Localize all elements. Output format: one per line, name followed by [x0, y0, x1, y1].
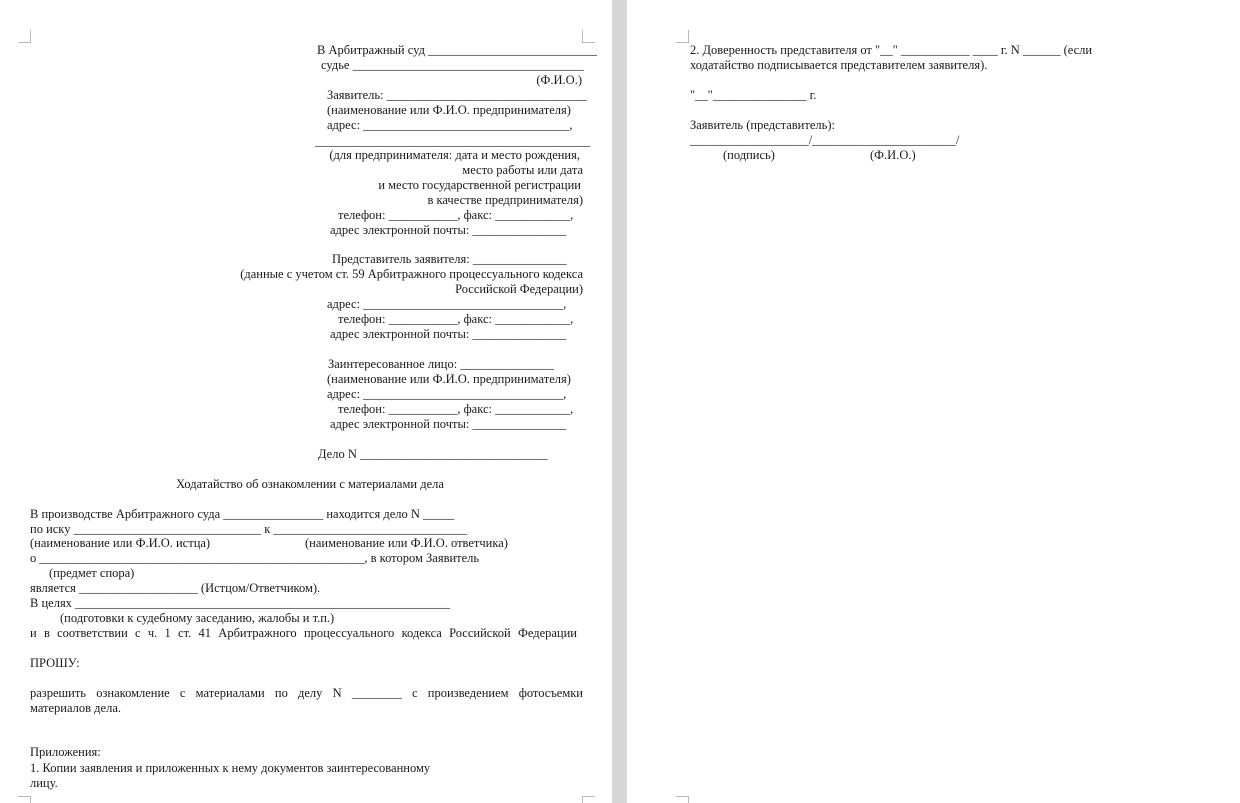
crop-mark-bottom-left: [18, 796, 31, 803]
representative-phone: телефон: ___________, факс: ____________,: [338, 312, 574, 326]
entrepreneur-hint-3: и место государственной регистрации: [378, 178, 581, 192]
applicant-line: Заявитель: ________________________________: [327, 88, 587, 102]
plaintiff-hint: (наименование или Ф.И.О. истца): [30, 536, 211, 550]
judge-line: судье _____________________________________: [321, 58, 584, 72]
applicant-blank: ____________________________________________: [315, 134, 590, 148]
representative-hint-2: Российской Федерации): [455, 282, 583, 296]
body-line-6: является ___________________ (Истцом/Ответчиком).: [30, 581, 321, 595]
document-page-1: [0, 0, 612, 803]
attachments-heading: Приложения:: [30, 745, 101, 759]
request-line-2: материалов дела.: [30, 701, 121, 715]
crop-mark-top-right: [582, 30, 595, 43]
signature-hint: (подпись): [723, 148, 775, 162]
signer-label: Заявитель (представитель):: [690, 118, 835, 132]
interested-party-address: адрес: ________________________________,: [327, 387, 567, 401]
interested-party-email: адрес электронной почты: _______________: [330, 417, 567, 431]
interested-party-hint: (наименование или Ф.И.О. предпринимателя): [327, 372, 571, 386]
body-line-4: о ____________________________________________________, в котором Заявитель: [30, 551, 480, 565]
applicant-email: адрес электронной почты: _______________: [330, 223, 567, 237]
subject-hint: (предмет спора): [49, 566, 135, 580]
court-line: В Арбитражный суд ___________________________: [317, 43, 597, 57]
crop-mark-bottom-left: [676, 796, 689, 803]
applicant-hint: (наименование или Ф.И.О. предпринимателя): [327, 103, 571, 117]
representative-address: адрес: ________________________________,: [327, 297, 567, 311]
representative-hint-1: (данные с учетом ст. 59 Арбитражного процессуального кодекса: [240, 267, 583, 281]
entrepreneur-hint-2: место работы или дата: [462, 163, 583, 177]
crop-mark-bottom-right: [582, 796, 595, 803]
judge-hint: (Ф.И.О.): [536, 73, 582, 87]
crop-mark-top-left: [18, 30, 31, 43]
applicant-address: адрес: _________________________________,: [327, 118, 573, 132]
interested-party-line: Заинтересованное лицо: _______________: [328, 357, 555, 371]
defendant-hint: (наименование или Ф.И.О. ответчика): [305, 536, 508, 550]
body-line-2: по иску ______________________________ к _______________________________: [30, 522, 468, 536]
body-line-9: и в соответствии с ч. 1 ст. 41 Арбитражного процессуального кодекса Российской Федерации: [30, 626, 577, 640]
attachment-2-line-1: 2. Доверенность представителя от "__" ___________ ____ г. N ______ (если: [690, 43, 1093, 57]
request-line-1: разрешить ознакомление с материалами по делу N ________ с произведением фотосъемки: [30, 686, 583, 700]
case-number-line: Дело N ______________________________: [318, 447, 548, 461]
body-line-1: В производстве Арбитражного суда ________________ находится дело N _____: [30, 507, 455, 521]
entrepreneur-hint-1: (для предпринимателя: дата и место рождения,: [329, 148, 580, 162]
document-title: Ходатайство об ознакомлении с материалами дела: [176, 477, 444, 491]
name-hint: (Ф.И.О.): [870, 148, 916, 162]
representative-line: Представитель заявителя: _______________: [332, 252, 567, 266]
purpose-hint: (подготовки к судебному заседанию, жалобы и т.п.): [60, 611, 335, 625]
document-page-2: [627, 0, 1240, 803]
page-gap: [612, 0, 627, 803]
attachment-2-line-2: ходатайство подписывается представителем заявителя).: [690, 58, 988, 72]
interested-party-phone: телефон: ___________, факс: ____________,: [338, 402, 574, 416]
crop-mark-top-left: [676, 30, 689, 43]
attachment-1-line-2: лицу.: [30, 776, 58, 790]
attachment-1-line-1: 1. Копии заявления и приложенных к нему документов заинтересованному: [30, 761, 431, 775]
entrepreneur-hint-4: в качестве предпринимателя): [427, 193, 583, 207]
signature-line: ___________________/_______________________/: [690, 133, 960, 147]
body-line-7: В целях ____________________________________________________________: [30, 596, 451, 610]
representative-email: адрес электронной почты: _______________: [330, 327, 567, 341]
applicant-phone: телефон: ___________, факс: ____________,: [338, 208, 574, 222]
request-heading: ПРОШУ:: [30, 656, 80, 670]
date-line: "__"_______________ г.: [690, 88, 817, 102]
